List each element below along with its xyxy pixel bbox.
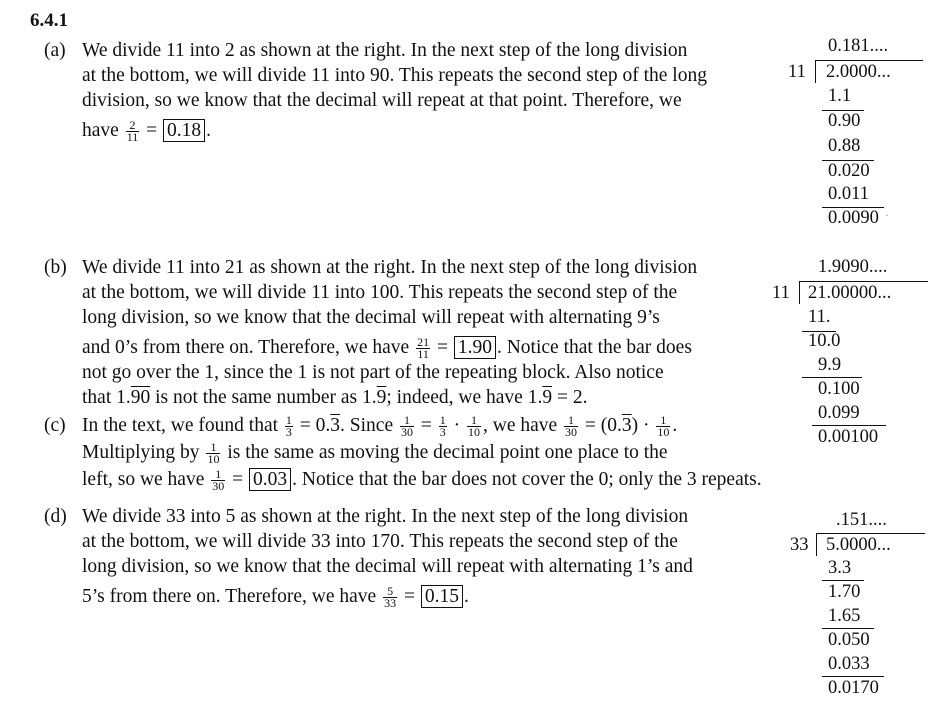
period: . [463,586,469,607]
step-6: 0.00100 [818,427,879,447]
step-4: 0.100 [818,379,860,399]
fraction: $\frac{1}{10}$ [467,413,480,439]
part-c-line-2 [82,440,762,465]
part-a-line-3: division, so we know that the decimal will repeat at that point. Therefore, we [82,90,682,111]
step-5: 0.099 [818,403,860,423]
step-2: 10.0 [808,331,841,351]
answer-box: 0.18 [163,119,205,142]
divisor: 11 [788,62,806,82]
fraction: $\frac{1}{3}$ [439,413,446,439]
long-division-d [790,508,930,703]
step-3: 9.9 [818,355,842,375]
equals-sign: = [146,120,158,141]
stray-mark: · [885,208,889,222]
repeating-digits: 90 [130,387,151,408]
fraction: $\frac{1}{3}$ [285,413,292,439]
part-d-line-3: long division, so we know that the decimal will repeat with alternating 1’s and [82,556,693,577]
text: , we have [482,415,558,436]
text: In the text, we found that [82,415,279,436]
part-b-label: (b) [44,257,67,278]
step-4: 0.020 [828,161,870,181]
part-d-line-1: We divide 33 into 5 as shown at the right. In the next step of the long division [82,506,689,527]
repeating-digits: 9 [542,387,553,408]
step-5: 0.033 [828,654,870,674]
step-1: 3.3 [828,558,852,578]
text: . [672,415,678,436]
divisor: 33 [790,535,809,555]
step-3: 0.88 [828,136,861,156]
text: = 0. [294,415,331,436]
period: . [206,120,211,141]
part-d [44,504,693,609]
text: . Notice that the bar does [496,337,692,358]
equals-sign: = [232,469,244,490]
answer-box: 1.90 [454,336,496,359]
step-5: 0.011 [828,184,869,204]
part-b-line-6 [82,385,697,410]
part-a [44,38,707,143]
text: = 2. [552,387,588,408]
part-a-line-1: We divide 11 into 2 as shown at the right. In the next step of the long division [82,40,688,61]
step-2: 0.90 [828,111,861,131]
long-division-b [772,255,932,455]
text: ; indeed, we have 1. [386,387,543,408]
answer-box: 0.15 [421,585,463,608]
fraction: $\frac{1}{30}$ [212,467,225,493]
text: that 1. [82,387,131,408]
text: 5’s from there on. Therefore, we have [82,586,377,607]
part-c-label: (c) [44,415,66,436]
step-1: 1.1 [828,86,852,106]
part-c [44,413,762,492]
equals-sign: = [403,586,415,607]
step-2: 1.70 [828,582,861,602]
repeating-digits: 3 [621,415,632,436]
part-d-line-2: at the bottom, we will divide 33 into 170. This repeats the second step of the [82,531,678,552]
repeating-digits: 3 [330,415,341,436]
text: ) · [631,415,655,436]
text: have [82,120,119,141]
problem-number: 6.4.1 [30,10,68,31]
step-3: 1.65 [828,606,861,626]
text: and 0’s from there on. Therefore, we have [82,337,410,358]
text: . Since [340,415,394,436]
divisor: 11 [772,283,790,303]
part-d-line-4 [82,584,693,609]
part-b-line-4 [82,335,697,360]
text: is not the same number as 1. [150,387,377,408]
fraction: $\frac{5}{33}$ [384,584,397,610]
text: · [448,415,465,436]
part-c-line-1 [82,413,762,438]
part-a-label: (a) [44,40,66,61]
fraction: $\frac{1}{10}$ [207,440,220,466]
answer-box: 0.03 [249,468,291,491]
dividend: 21.00000... [808,283,892,303]
long-division-a [788,34,928,234]
step-1: 11. [808,307,831,327]
equals-sign: = [436,337,448,358]
part-b [44,255,697,410]
fraction: $\frac{1}{10}$ [657,413,670,439]
fraction: $\frac{1}{30}$ [565,413,578,439]
part-d-label: (d) [44,506,67,527]
text: = [415,415,437,436]
part-b-line-3: long division, so we know that the decimal will repeat with alternating 9’s [82,307,660,328]
dividend: 2.0000... [826,62,891,82]
text: = (0. [580,415,622,436]
step-6: 0.0170 [828,678,879,698]
fraction: $\frac{21}{11}$ [417,335,430,361]
part-a-line-4 [82,118,707,143]
part-b-line-5: not go over the 1, since the 1 is not part of the repeating block. Also notice [82,362,664,383]
part-b-line-1: We divide 11 into 21 as shown at the right. In the next step of the long division [82,257,698,278]
fraction: $\frac{2}{11}$ [126,118,139,144]
text: . Notice that the bar does not cover the 0; only the 3 repeats. [292,469,762,490]
part-a-line-2: at the bottom, we will divide 11 into 90. This repeats the second step of the long [82,65,707,86]
part-b-line-2: at the bottom, we will divide 11 into 100. This repeats the second step of the [82,282,678,303]
quotient: .151.... [836,510,887,530]
text: left, so we have [82,469,205,490]
repeating-digits: 9 [376,387,387,408]
step-4: 0.050 [828,630,870,650]
text: is the same as moving the decimal point one place to the [222,442,668,463]
part-c-line-3 [82,467,762,492]
fraction: $\frac{1}{30}$ [400,413,413,439]
dividend: 5.0000... [826,535,891,555]
quotient: 0.181.... [828,36,889,56]
text: Multiplying by [82,442,200,463]
step-6: 0.0090 [828,208,879,228]
quotient: 1.9090.... [818,257,888,277]
